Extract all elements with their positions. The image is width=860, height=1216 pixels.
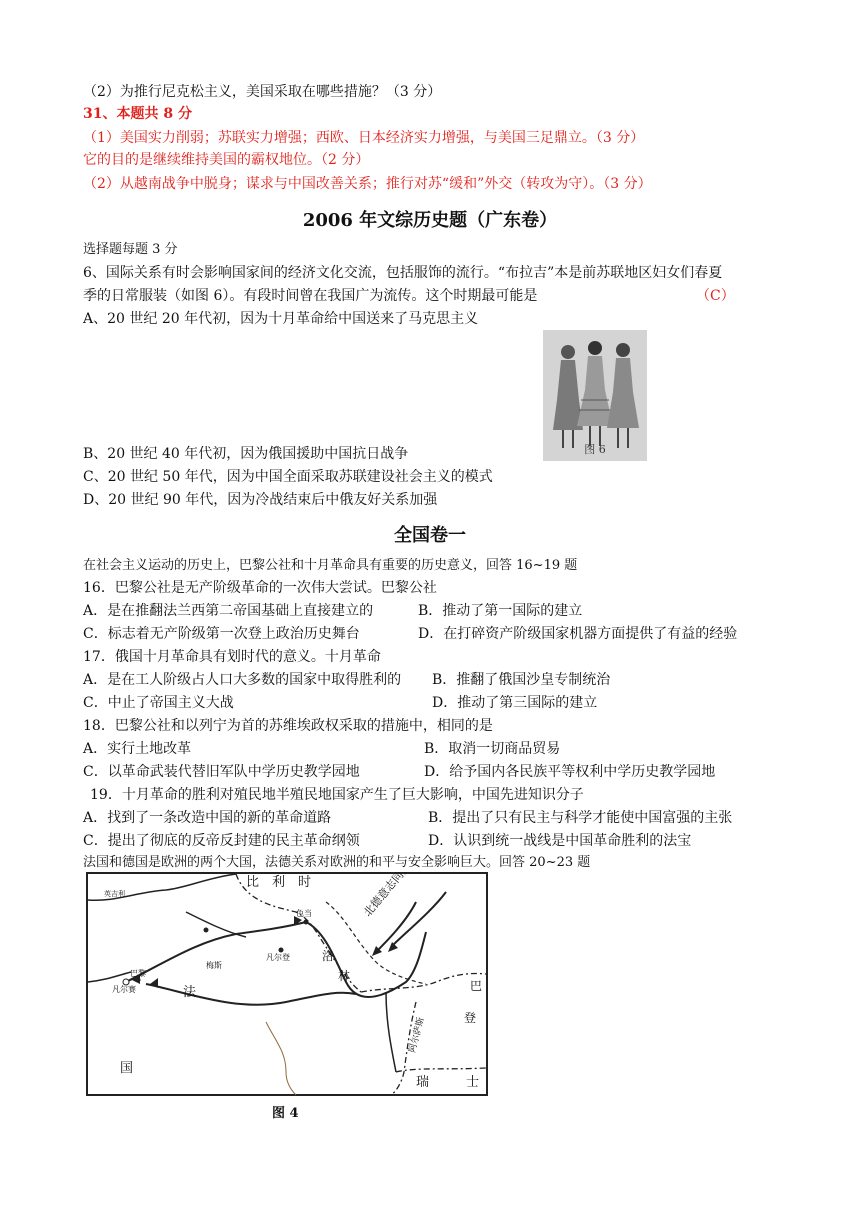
q19-option-b: B．提出了只有民主与科学才能使中国富强的主张: [428, 810, 733, 826]
section-title-guangdong: 2006 年文综历史题（广东卷）: [302, 210, 558, 231]
q16-option-c: C．标志着无产阶级第一次登上政治历史舞台: [83, 626, 360, 642]
map-label-verdun: 凡尔登: [266, 953, 290, 962]
q17-option-d: D．推动了第三国际的建立: [432, 695, 598, 711]
map-label-north-german: 北德意志同盟: [361, 872, 414, 919]
question-6-answer: （C）: [696, 288, 735, 304]
answer-1b: 它的目的是继续维持美国的霸权地位。（2 分）: [83, 152, 370, 168]
question-6-line2: 季的日常服装（如图 6）。有段时间曾在我国广为流传。这个时期最可能是: [83, 288, 538, 304]
lead-16-19: 在社会主义运动的历史上，巴黎公社和十月革命具有重要的历史意义，回答 16~19 题: [83, 558, 578, 573]
map-label-fanerse-west: 凡尔赛: [112, 985, 136, 994]
q16-option-a: A．是在推翻法兰西第二帝国基础上直接建立的: [83, 603, 374, 619]
answer-heading: 31、本题共 8 分: [83, 106, 192, 122]
q19-option-a: A．找到了一条改造中国的新的革命道路: [83, 810, 332, 826]
q18-option-c: C．以革命武装代替旧军队中学历史教学园地: [83, 764, 360, 780]
option-a: A、20 世纪 20 年代初，因为十月革命给中国送来了马克思主义: [83, 311, 479, 327]
question-16: 16．巴黎公社是无产阶级革命的一次伟大尝试。巴黎公社: [83, 580, 437, 596]
figure-4-map: [86, 872, 488, 1096]
map-label-metz: 梅斯: [206, 961, 222, 970]
map-label-channel: 英吉利: [104, 890, 125, 898]
q16-option-b: B．推动了第一国际的建立: [418, 603, 583, 619]
q18-option-d: D．给予国内各民族平等权利中学历史教学园地: [424, 764, 716, 780]
answer-1: （1）美国实力削弱；苏联实力增强；西欧、日本经济实力增强，与美国三足鼎立。（3 分）: [83, 130, 645, 146]
q19-option-d: D．认识到统一战线是中国革命胜利的法宝: [428, 833, 692, 849]
q17-option-c: C．中止了帝国主义大战: [83, 695, 234, 711]
figure-6-caption: 图 6: [584, 443, 606, 456]
option-c: C、20 世纪 50 年代，因为中国全面采取苏联建设社会主义的模式: [83, 469, 493, 485]
q18-option-a: A．实行土地改革: [83, 741, 192, 757]
map-label-fa: 法: [183, 985, 197, 1000]
question-6-line1: 6、国际关系有时会影响国家间的经济文化交流，包括服饰的流行。“布拉吉”本是前苏联地区妇女们春夏: [83, 265, 723, 281]
q19-option-c: C．提出了彻底的反帝反封建的民主革命纲领: [83, 833, 360, 849]
answer-2: （2）从越南战争中脱身；谋求与中国改善关系；推行对苏“缓和”外交（转攻为守）。（3 分）: [83, 176, 652, 192]
franco-german-map: [86, 872, 488, 1096]
figure-6-image: [543, 330, 647, 461]
map-label-alsace: 阿尔萨斯: [407, 1016, 427, 1054]
map-label-ba: 巴: [470, 979, 483, 993]
q17-option-b: B．推翻了俄国沙皇专制统治: [432, 672, 611, 688]
map-label-luo: 洛: [322, 949, 335, 963]
map-label-lin: 林: [338, 969, 351, 983]
map-label-rui: 瑞: [416, 1075, 430, 1090]
q16-option-d: D．在打碎资产阶级国家机器方面提供了有益的经验: [418, 626, 738, 642]
question-18: 18．巴黎公社和以列宁为首的苏维埃政权采取的措施中，相同的是: [83, 718, 493, 734]
map-label-guo: 国: [120, 1061, 134, 1076]
question-31-part2: （2）为推行尼克松主义，美国采取在哪些措施？（3 分）: [83, 84, 442, 100]
section-title-national: 全国卷一: [394, 525, 466, 546]
question-19: 19．十月革命的胜利对殖民地半殖民地国家产生了巨大影响，中国先进知识分子: [90, 787, 584, 803]
choice-note: 选择题每题 3 分: [83, 242, 178, 257]
figure-4-caption: 图 4: [272, 1106, 299, 1121]
option-b: B、20 世纪 40 年代初，因为俄国援助中国抗日战争: [83, 446, 409, 462]
map-label-sedan: 色当: [296, 909, 312, 918]
map-label-deng: 登: [464, 1011, 477, 1025]
option-d: D、20 世纪 90 年代，因为冷战结束后中俄友好关系加强: [83, 492, 438, 508]
lead-20-23: 法国和德国是欧洲的两个大国，法德关系对欧洲的和平与安全影响巨大。回答 20~23 题: [83, 855, 591, 870]
map-label-belgium: 比 利 时: [246, 875, 312, 890]
map-label-shi: 士: [466, 1075, 480, 1090]
q18-option-b: B．取消一切商品贸易: [424, 741, 561, 757]
map-label-paris: 巴黎: [130, 969, 146, 978]
question-17: 17．俄国十月革命具有划时代的意义。十月革命: [83, 649, 381, 665]
q17-option-a: A．是在工人阶级占人口大多数的国家中取得胜利的: [83, 672, 402, 688]
